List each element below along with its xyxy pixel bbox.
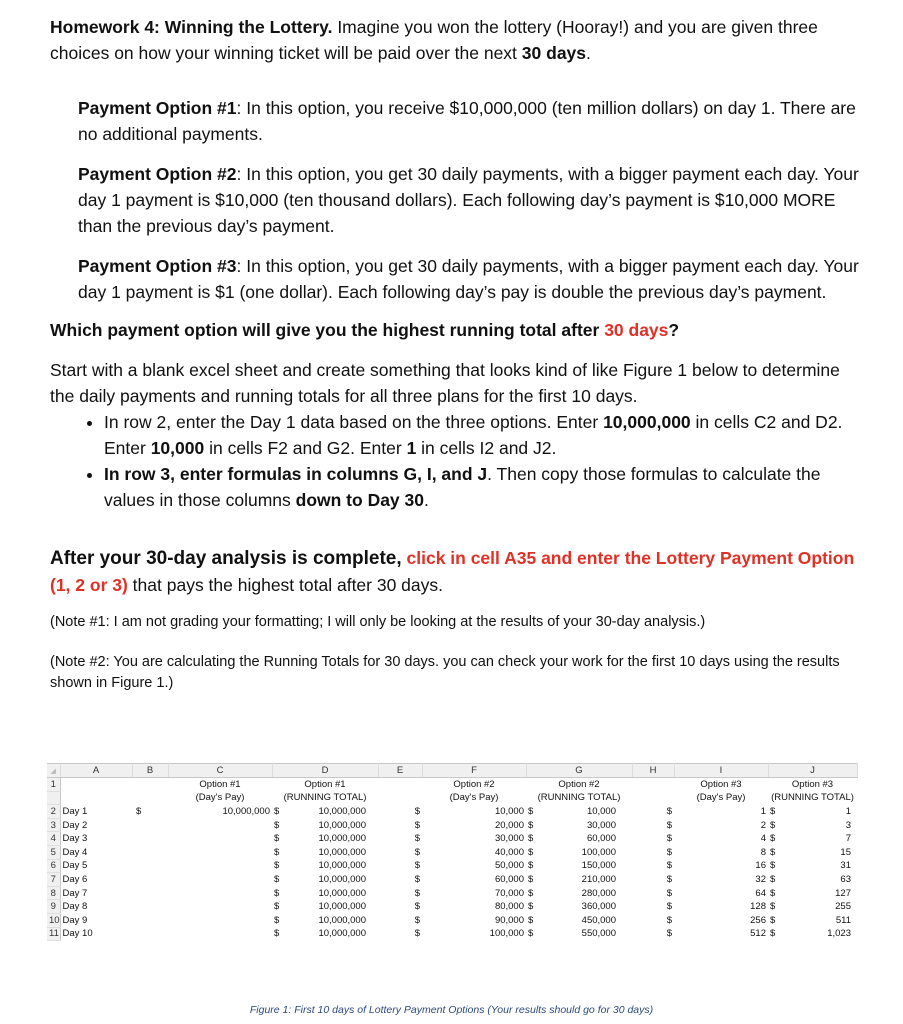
cell[interactable] xyxy=(422,818,526,832)
cell[interactable] xyxy=(632,791,674,805)
table-row xyxy=(47,886,857,900)
row-header[interactable]: 11 xyxy=(49,928,59,940)
cell[interactable]: Option #2 xyxy=(453,779,495,791)
cell[interactable] xyxy=(168,818,272,832)
column-header-i[interactable]: I xyxy=(674,764,768,778)
row-header[interactable]: 3 xyxy=(47,818,60,832)
cell[interactable] xyxy=(378,778,422,792)
cell[interactable] xyxy=(768,859,857,873)
instruction-list xyxy=(50,409,860,513)
currency-sign: $ xyxy=(528,914,534,926)
cell-value: 511 xyxy=(835,914,851,926)
cell[interactable]: $ xyxy=(666,819,672,831)
cell[interactable] xyxy=(526,913,632,927)
cell[interactable] xyxy=(674,913,768,927)
currency-sign: $ xyxy=(528,901,534,913)
cell[interactable]: Day 4 xyxy=(62,846,88,858)
currency-sign: $ xyxy=(770,833,776,845)
column-header-a[interactable]: A xyxy=(60,764,132,778)
cell[interactable]: (Day's Pay) xyxy=(696,792,746,804)
cell[interactable] xyxy=(132,818,168,832)
currency-sign: $ xyxy=(770,887,776,899)
column-header-j[interactable]: J xyxy=(768,764,857,778)
cell[interactable] xyxy=(526,900,632,914)
table-row xyxy=(47,805,857,819)
cell[interactable]: $ xyxy=(666,887,672,899)
currency-sign: $ xyxy=(528,805,534,817)
cell-value: 1 xyxy=(845,805,851,817)
document-title: Homework 4: Winning the Lottery. xyxy=(50,17,333,37)
cell[interactable]: $ xyxy=(414,873,420,885)
table-row xyxy=(47,913,857,927)
cell-value: 10,000 xyxy=(494,805,524,817)
payment-option-1: Payment Option #1: In this option, you receive $10,000,000 (ten million dollars) on day 1. There are no additional payments. xyxy=(78,98,856,144)
cell-value: 4 xyxy=(760,833,766,845)
cell[interactable] xyxy=(422,845,526,859)
bullet-row-3: • In row 3, enter formulas in columns G, I, and J. Then copy those formulas to calculate the values in those columns down to Day 30. xyxy=(104,461,860,513)
cell-value: 60,000 xyxy=(586,833,616,845)
cell-value: 10,000,000 xyxy=(318,833,366,845)
cell[interactable] xyxy=(168,927,272,941)
cell[interactable] xyxy=(168,845,272,859)
currency-sign: $ xyxy=(528,928,534,940)
currency-sign: $ xyxy=(274,901,280,913)
cell[interactable] xyxy=(674,900,768,914)
cell-value: 60,000 xyxy=(494,873,524,885)
currency-sign: $ xyxy=(274,873,280,885)
cell[interactable] xyxy=(768,873,857,887)
cell[interactable] xyxy=(132,791,168,805)
cell[interactable] xyxy=(526,832,632,846)
cell-value: 10,000 xyxy=(586,805,616,817)
row-header[interactable]: 2 xyxy=(47,805,60,819)
cell[interactable] xyxy=(132,832,168,846)
currency-sign: $ xyxy=(274,819,280,831)
spreadsheet-table xyxy=(47,763,858,941)
cell[interactable]: $ xyxy=(414,805,420,817)
currency-sign: $ xyxy=(770,819,776,831)
cell-value: 100,000 xyxy=(489,928,524,940)
currency-sign: $ xyxy=(274,805,280,817)
cell[interactable] xyxy=(422,832,526,846)
cell[interactable] xyxy=(168,900,272,914)
cell-value: 10,000,000 xyxy=(318,928,366,940)
cell[interactable] xyxy=(168,859,272,873)
cell[interactable]: Option #3 xyxy=(791,779,834,791)
cell-value: 150,000 xyxy=(581,860,616,872)
cell[interactable] xyxy=(168,832,272,846)
cell[interactable] xyxy=(272,886,378,900)
assignment-document xyxy=(50,10,860,694)
cell[interactable] xyxy=(674,845,768,859)
cell[interactable]: Day 5 xyxy=(62,860,88,872)
cell[interactable] xyxy=(132,886,168,900)
cell[interactable] xyxy=(422,805,526,819)
cell[interactable]: (RUNNING TOTAL) xyxy=(537,792,621,804)
cell-value: 127 xyxy=(835,887,851,899)
cell[interactable]: Day 8 xyxy=(62,901,88,913)
cell-value: 100,000 xyxy=(581,846,616,858)
cell[interactable] xyxy=(526,859,632,873)
cell-value: 3 xyxy=(845,819,851,831)
cell[interactable]: Option #3 xyxy=(700,779,742,791)
payment-option-3: Payment Option #3: In this option, you get 30 daily payments, with a bigger payment each day. Your day 1 payment is $1 (one dollar). Each following day’s pay is double the previous day’s payment. xyxy=(78,256,859,302)
cell[interactable] xyxy=(132,859,168,873)
cell[interactable] xyxy=(272,845,378,859)
cell[interactable] xyxy=(526,873,632,887)
cell[interactable] xyxy=(272,873,378,887)
cell[interactable] xyxy=(132,913,168,927)
cell-value: 10,000,000 xyxy=(318,873,366,885)
table-row xyxy=(47,832,857,846)
currency-sign: $ xyxy=(528,833,534,845)
cell[interactable]: Option #1 xyxy=(199,779,241,791)
select-all-corner[interactable]: ◢ xyxy=(47,764,60,778)
currency-sign: $ xyxy=(528,887,534,899)
figure-caption: Figure 1: First 10 days of Lottery Payment Options (Your results should go for 30 days) xyxy=(249,1004,654,1016)
currency-sign: $ xyxy=(770,805,776,817)
cell-value: 210,000 xyxy=(581,873,616,885)
row-header[interactable]: 1 xyxy=(47,778,60,792)
cell-value: 256 xyxy=(750,914,766,926)
cell-value: 80,000 xyxy=(494,901,524,913)
cell[interactable] xyxy=(674,818,768,832)
row-header[interactable]: 10 xyxy=(49,914,60,926)
table-row xyxy=(47,791,857,805)
table-row xyxy=(47,900,857,914)
cell[interactable] xyxy=(422,913,526,927)
cell[interactable]: Day 3 xyxy=(62,833,88,845)
cell[interactable] xyxy=(526,805,632,819)
cell[interactable] xyxy=(422,859,526,873)
cell[interactable] xyxy=(378,791,422,805)
cell-value: 50,000 xyxy=(494,860,524,872)
table-row xyxy=(47,845,857,859)
note-2: (Note #2: You are calculating the Running Totals for 30 days. you can check your work for the first 10 days using the results shown in Figure 1.) xyxy=(50,654,840,691)
cell-value: 2 xyxy=(760,819,766,831)
currency-sign: $ xyxy=(528,873,534,885)
table-row xyxy=(47,873,857,887)
cell[interactable]: Day 6 xyxy=(62,873,88,885)
column-header-d[interactable]: D xyxy=(272,764,378,778)
after-analysis-paragraph: After your 30-day analysis is complete, click in cell A35 and enter the Lottery Payment Option (1, 2 or 3) that pays the highest total after 30 days. xyxy=(50,548,855,595)
cell-value: 10,000,000 xyxy=(318,819,366,831)
cell-value: 10,000,000 xyxy=(222,805,270,817)
cell[interactable]: $ xyxy=(414,860,420,872)
cell[interactable] xyxy=(132,778,168,792)
cell[interactable]: (RUNNING TOTAL) xyxy=(771,792,854,804)
cell[interactable] xyxy=(272,927,378,941)
cell-value: 40,000 xyxy=(494,846,524,858)
cell[interactable]: $ xyxy=(414,928,420,940)
currency-sign: $ xyxy=(770,928,776,940)
cell[interactable]: $ xyxy=(666,846,672,858)
row-header[interactable]: 7 xyxy=(47,873,60,887)
cell[interactable]: $ xyxy=(666,914,672,926)
note-1: (Note #1: I am not grading your formatting; I will only be looking at the results of your 30-day analysis.) xyxy=(50,614,706,630)
column-header-c[interactable]: C xyxy=(168,764,272,778)
column-header-row xyxy=(47,764,857,778)
cell[interactable] xyxy=(674,832,768,846)
cell[interactable] xyxy=(272,859,378,873)
cell-value: 32 xyxy=(755,873,766,885)
table-row xyxy=(47,927,857,941)
cell[interactable]: $ xyxy=(666,805,672,817)
currency-sign: $ xyxy=(770,846,776,858)
currency-sign: $ xyxy=(274,860,280,872)
cell[interactable]: Day 10 xyxy=(62,928,93,940)
cell[interactable] xyxy=(136,805,272,819)
cell[interactable] xyxy=(422,873,526,887)
spreadsheet-figure xyxy=(47,763,857,941)
cell[interactable] xyxy=(526,818,632,832)
cell-value: 10,000,000 xyxy=(318,860,366,872)
cell[interactable] xyxy=(526,886,632,900)
cell[interactable]: (Day's Pay) xyxy=(449,792,499,804)
currency-sign: $ xyxy=(136,805,142,817)
cell[interactable] xyxy=(132,845,168,859)
bullet-row-2: • In row 2, enter the Day 1 data based on the three options. Enter 10,000,000 in cells C2 and D2. Enter 10,000 in cells F2 and G2. Enter 1 in cells I2 and J2. xyxy=(104,409,860,461)
cell[interactable]: $ xyxy=(414,819,420,831)
currency-sign: $ xyxy=(274,833,280,845)
column-header-h[interactable]: H xyxy=(632,764,674,778)
cell[interactable] xyxy=(768,832,857,846)
cell-value: 10,000,000 xyxy=(318,887,366,899)
cell[interactable] xyxy=(674,873,768,887)
column-header-f[interactable]: F xyxy=(422,764,526,778)
cell[interactable] xyxy=(632,778,674,792)
table-row xyxy=(47,778,857,792)
intro-paragraph: Homework 4: Winning the Lottery. Imagine you won the lottery (Hooray!) and you are given three choices on how your winning ticket will be paid over the next 30 days. xyxy=(50,17,818,63)
cell-value: 8 xyxy=(760,846,766,858)
cell[interactable] xyxy=(272,805,378,819)
row-header[interactable]: 5 xyxy=(47,845,60,859)
row-header[interactable]: 6 xyxy=(47,859,60,873)
cell[interactable]: Day 7 xyxy=(62,887,88,899)
cell[interactable]: Day 9 xyxy=(62,914,88,926)
cell[interactable]: Option #1 xyxy=(304,779,346,791)
cell[interactable] xyxy=(674,805,768,819)
cell-value: 450,000 xyxy=(581,914,616,926)
currency-sign: $ xyxy=(274,928,280,940)
cell-value: 280,000 xyxy=(581,887,616,899)
cell[interactable] xyxy=(132,927,168,941)
cell[interactable] xyxy=(674,886,768,900)
cell-value: 128 xyxy=(750,901,766,913)
cell[interactable] xyxy=(768,818,857,832)
currency-sign: $ xyxy=(528,846,534,858)
column-header-g[interactable]: G xyxy=(526,764,632,778)
cell[interactable] xyxy=(674,859,768,873)
cell[interactable]: Option #2 xyxy=(558,779,600,791)
cell[interactable] xyxy=(526,927,632,941)
cell[interactable]: $ xyxy=(666,873,672,885)
row-header[interactable]: 8 xyxy=(47,886,60,900)
cell[interactable]: $ xyxy=(414,833,420,845)
cell[interactable] xyxy=(768,886,857,900)
cell[interactable] xyxy=(168,873,272,887)
currency-sign: $ xyxy=(770,901,776,913)
cell-value: 1,023 xyxy=(827,928,851,940)
cell-value: 10,000,000 xyxy=(318,846,366,858)
cell-value: 90,000 xyxy=(494,914,524,926)
currency-sign: $ xyxy=(770,860,776,872)
row-header[interactable]: 4 xyxy=(47,832,60,846)
main-question: Which payment option will give you the highest running total after 30 days? xyxy=(50,320,680,340)
cell[interactable] xyxy=(272,832,378,846)
cell[interactable]: $ xyxy=(414,846,420,858)
cell-value: 63 xyxy=(840,873,851,885)
cell-value: 7 xyxy=(845,833,851,845)
column-header-b[interactable]: B xyxy=(132,764,168,778)
cell-value: 31 xyxy=(840,860,851,872)
cell[interactable] xyxy=(768,845,857,859)
cell[interactable]: $ xyxy=(666,901,672,913)
table-row xyxy=(47,818,857,832)
currency-sign: $ xyxy=(274,914,280,926)
cell[interactable] xyxy=(132,900,168,914)
cell[interactable] xyxy=(768,805,857,819)
cell[interactable] xyxy=(674,927,768,941)
cell[interactable]: (RUNNING TOTAL) xyxy=(283,792,367,804)
cell[interactable]: (Day's Pay) xyxy=(195,792,245,804)
cell-value: 30,000 xyxy=(586,819,616,831)
currency-sign: $ xyxy=(528,819,534,831)
cell-value: 20,000 xyxy=(494,819,524,831)
start-instructions: Start with a blank excel sheet and create something that looks kind of like Figure 1 below to determine the daily payments and running totals for all three plans for the first 10 days. xyxy=(50,360,840,406)
cell-value: 255 xyxy=(835,901,851,913)
cell[interactable]: $ xyxy=(414,901,420,913)
cell-value: 70,000 xyxy=(494,887,524,899)
cell[interactable]: $ xyxy=(414,914,420,926)
cell[interactable]: $ xyxy=(666,833,672,845)
cell-value: 512 xyxy=(750,928,766,940)
cell-value: 360,000 xyxy=(581,901,616,913)
cell-value: 1 xyxy=(760,805,766,817)
cell[interactable]: $ xyxy=(666,860,672,872)
cell[interactable]: $ xyxy=(414,887,420,899)
cell-value: 64 xyxy=(755,887,766,899)
currency-sign: $ xyxy=(274,887,280,899)
column-header-e[interactable]: E xyxy=(378,764,422,778)
currency-sign: $ xyxy=(274,846,280,858)
cell[interactable] xyxy=(422,900,526,914)
row-header[interactable]: 9 xyxy=(47,900,60,914)
cell[interactable] xyxy=(768,900,857,914)
cell[interactable]: $ xyxy=(666,928,672,940)
cell[interactable] xyxy=(422,886,526,900)
cell[interactable] xyxy=(168,886,272,900)
cell[interactable] xyxy=(60,791,132,805)
cell[interactable] xyxy=(272,900,378,914)
cell[interactable]: Day 2 xyxy=(62,819,88,831)
payment-option-2: Payment Option #2: In this option, you get 30 daily payments, with a bigger payment each day. Your day 1 payment is $10,000 (ten thousand dollars). Each following day’s payment is $10,000 MORE than the previous day’s payment. xyxy=(78,164,859,236)
cell[interactable] xyxy=(132,873,168,887)
cell-value: 16 xyxy=(755,860,766,872)
cell[interactable] xyxy=(272,913,378,927)
currency-sign: $ xyxy=(770,873,776,885)
cell[interactable] xyxy=(768,913,857,927)
cell[interactable] xyxy=(422,927,526,941)
row-header[interactable] xyxy=(47,791,60,805)
cell-value: 10,000,000 xyxy=(318,901,366,913)
currency-sign: $ xyxy=(770,914,776,926)
table-row xyxy=(47,859,857,873)
cell[interactable] xyxy=(768,927,857,941)
cell-value: 10,000,000 xyxy=(318,805,366,817)
cell-value: 30,000 xyxy=(494,833,524,845)
cell-value: 15 xyxy=(840,846,851,858)
cell[interactable]: Day 1 xyxy=(62,805,88,817)
cell[interactable] xyxy=(60,778,132,792)
cell[interactable] xyxy=(272,818,378,832)
cell[interactable] xyxy=(526,845,632,859)
currency-sign: $ xyxy=(528,860,534,872)
cell-value: 550,000 xyxy=(581,928,616,940)
cell[interactable] xyxy=(168,913,272,927)
cell-value: 10,000,000 xyxy=(318,914,366,926)
